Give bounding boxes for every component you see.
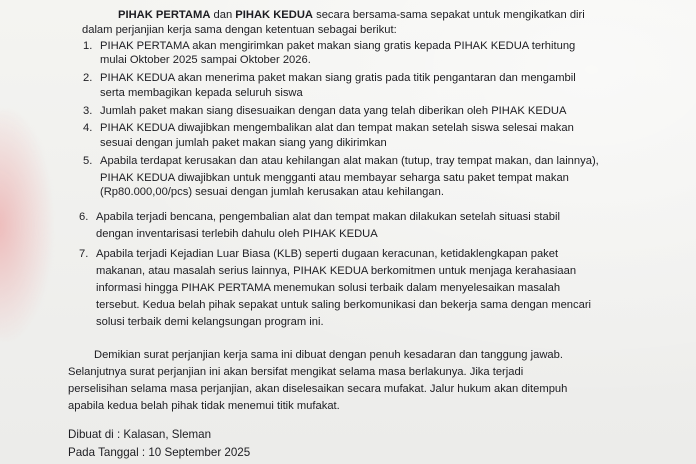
item-6-line-1: Apabila terjadi bencana, pengembalian alat dan tempat makan dilakukan setelah situasi stabil: [96, 211, 560, 223]
item-number: 5.: [83, 155, 93, 167]
item-number: 3.: [83, 105, 93, 117]
item-6-line-2: dengan inventarisasi terlebih dahulu oleh PIHAK KEDUA: [96, 228, 378, 240]
closing-line-4: apabila kedua belah pihak tidak menemui titik mufakat.: [68, 400, 340, 412]
item-3-line-1: Jumlah paket makan siang disesuaikan dengan data yang telah diberikan oleh PIHAK KEDUA: [100, 105, 567, 117]
item-1-line-1: PIHAK PERTAMA akan mengirimkan paket makan siang gratis kepada PIHAK KEDUA terhitung: [100, 40, 576, 52]
item-number: 6.: [79, 211, 89, 223]
item-5-line-2: PIHAK KEDUA diwajibkan untuk mengganti atau membayar seharga satu paket tempat makan: [100, 172, 569, 184]
item-7-line-1: Apabila terjadi Kejadian Luar Biasa (KLB) seperti dugaan keracunan, ketidaklengkapan paket: [96, 248, 559, 260]
closing-line-1: Demikian surat perjanjian kerja sama ini dibuat dengan penuh kesadaran dan tanggung jawab.: [94, 349, 563, 361]
date-of-signing: Pada Tanggal : 10 September 2025: [68, 446, 251, 459]
item-7-line-5: solusi terbaik demi kelangsungan program ini.: [96, 316, 324, 328]
item-number: 4.: [83, 122, 93, 134]
item-number: 1.: [83, 40, 93, 52]
item-number: 7.: [79, 248, 89, 260]
item-7-line-3: informasi hingga PIHAK PERTAMA menemukan solusi terbaik dalam menyelesaikan masalah: [96, 282, 561, 294]
item-1-line-2: mulai Oktober 2025 sampai Oktober 2026.: [100, 54, 311, 66]
item-5-line-3: (Rp80.000,00/pcs) sesuai dengan jumlah kerusakan atau kehilangan.: [100, 186, 444, 198]
intro-line-1: PIHAK PERTAMA dan PIHAK KEDUA secara bersama-sama sepakat untuk mengikatkan diri: [118, 9, 585, 21]
place-of-signing: Dibuat di : Kalasan, Sleman: [68, 428, 212, 441]
intro-line-2: dalam perjanjian kerja sama dengan ketentuan sebagai berikut:: [82, 24, 397, 36]
item-2-line-2: serta membagikan kepada seluruh siswa: [100, 87, 303, 99]
closing-line-3: perselisihan selama masa perjanjian, akan diselesaikan secara mufakat. Jalur hukum akan ditempuh: [68, 383, 568, 395]
item-7-line-4: tersebut. Kedua belah pihak sepakat untuk saling berkomunikasi dan bekerja sama dengan mencari: [96, 299, 592, 311]
item-number: 2.: [83, 72, 93, 84]
item-7-line-2: makanan, atau masalah serius lainnya, PIHAK KEDUA berkomitmen untuk menjaga kerahasiaan: [96, 265, 577, 277]
item-4-line-1: PIHAK KEDUA diwajibkan mengembalikan alat dan tempat makan setelah siswa selesai makan: [100, 122, 574, 134]
item-2-line-1: PIHAK KEDUA akan menerima paket makan siang gratis pada titik pengantaran dan mengambil: [100, 72, 576, 84]
closing-line-2: Selanjutnya surat perjanjian ini akan bersifat mengikat selama masa berlakunya. Jika terjadi: [68, 366, 524, 378]
item-5-line-1: Apabila terdapat kerusakan dan atau kehilangan alat makan (tutup, tray tempat makan, dan lainnya),: [100, 155, 599, 167]
item-4-line-2: sesuai dengan jumlah paket makan siang yang dikirimkan: [100, 137, 387, 149]
color-smudge: [0, 110, 52, 340]
